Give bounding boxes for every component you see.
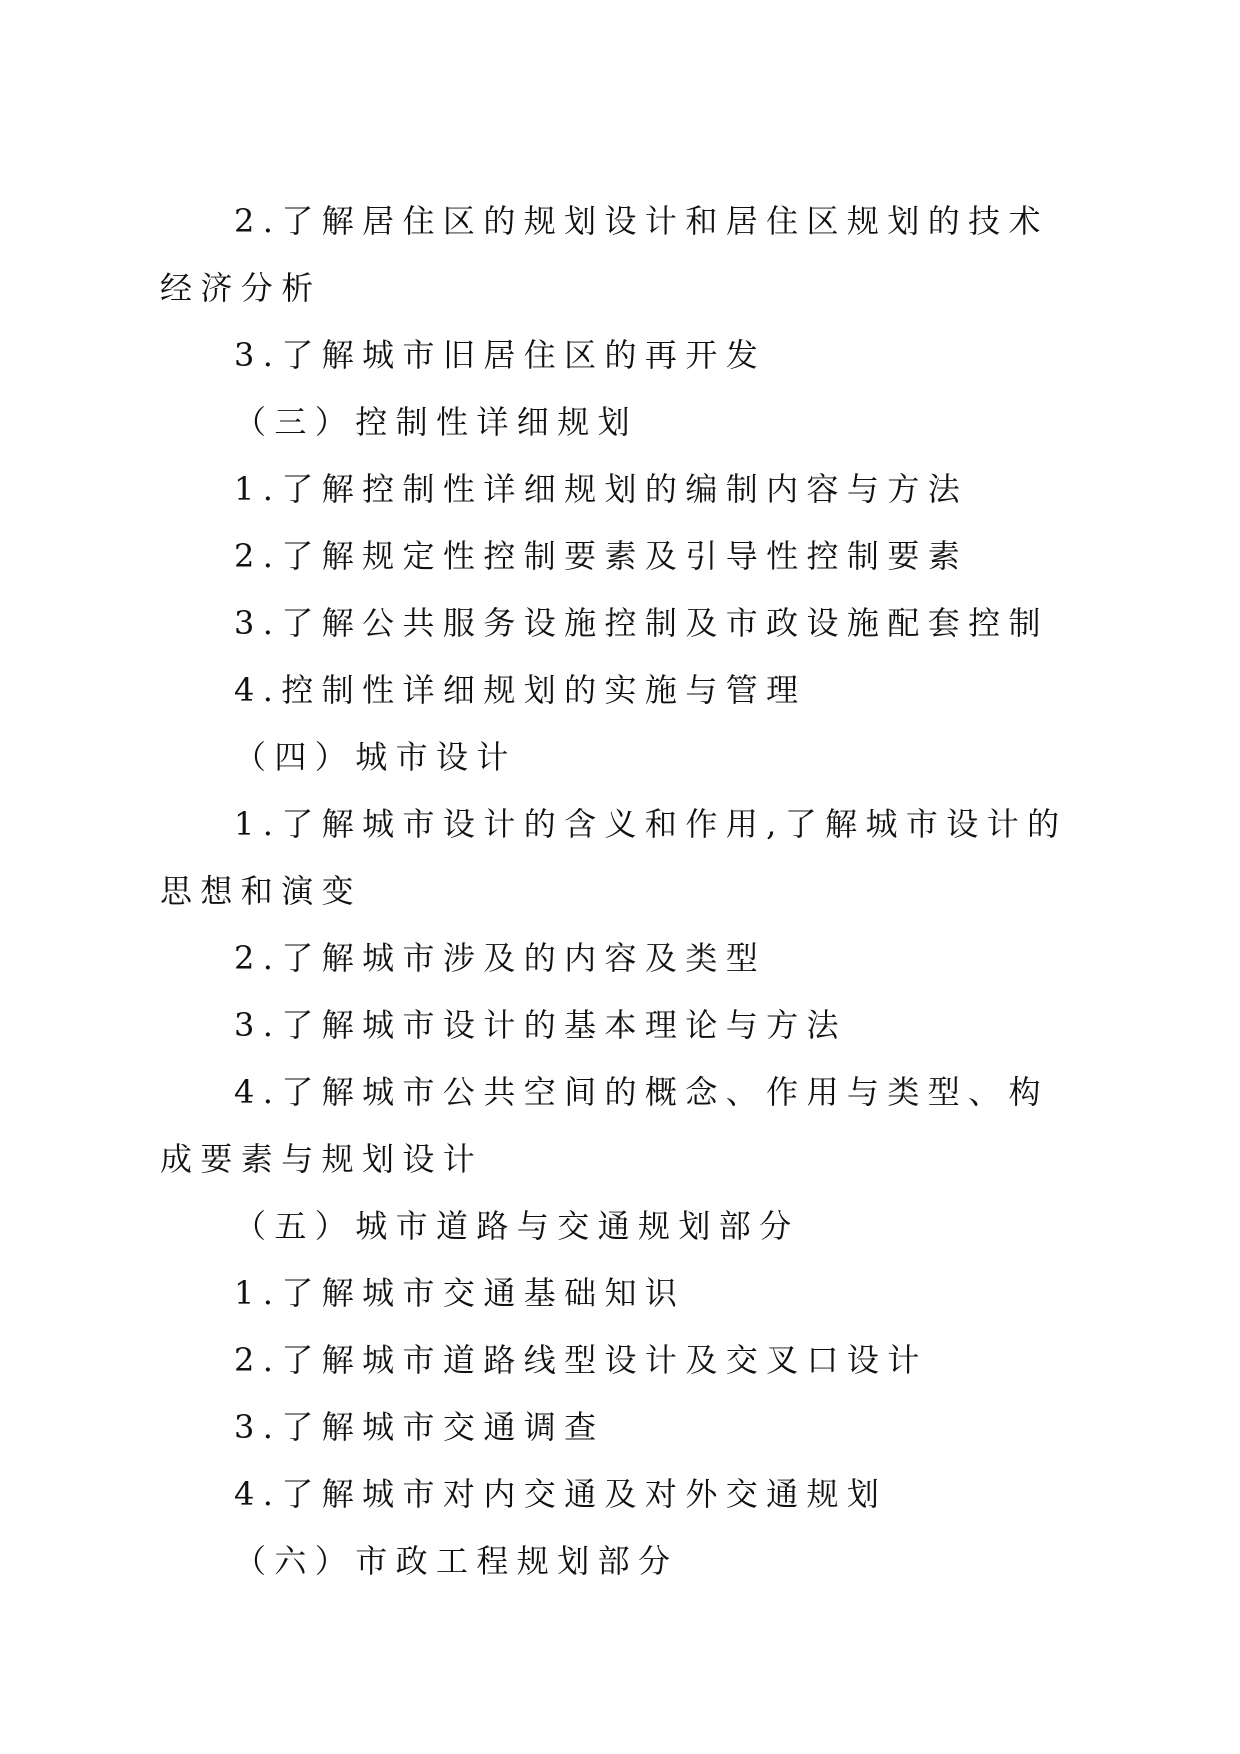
section-heading: （五）城市道路与交通规划部分 (234, 1207, 800, 1245)
section-heading: （四）城市设计 (234, 738, 517, 776)
list-item: 1.了解城市交通基础知识 (234, 1274, 686, 1312)
list-item: 3.了解城市旧居住区的再开发 (234, 336, 767, 374)
list-item: 3.了解公共服务设施控制及市政设施配套控制 (234, 604, 1049, 642)
list-item: 2.了解城市道路线型设计及交叉口设计 (234, 1341, 928, 1379)
list-item: 1.了解控制性详细规划的编制内容与方法 (234, 470, 969, 508)
list-item: 3.了解城市设计的基本理论与方法 (234, 1006, 847, 1044)
list-item: 4.控制性详细规划的实施与管理 (234, 671, 807, 709)
list-item: 2.了解居住区的规划设计和居住区规划的技术经济分析 (160, 202, 1049, 307)
list-item: 2.了解规定性控制要素及引导性控制要素 (234, 537, 969, 575)
list-item: 2.了解城市涉及的内容及类型 (234, 939, 767, 977)
section-heading: （六）市政工程规划部分 (234, 1542, 679, 1580)
list-item: 1.了解城市设计的含义和作用,了解城市设计的思想和演变 (160, 805, 1068, 910)
list-item: 4.了解城市对内交通及对外交通规划 (234, 1475, 888, 1513)
list-item: 3.了解城市交通调查 (234, 1408, 605, 1446)
list-item: 4.了解城市公共空间的概念、作用与类型、构成要素与规划设计 (160, 1073, 1049, 1178)
section-heading: （三）控制性详细规划 (234, 403, 639, 441)
document-page (160, 188, 1080, 1595)
